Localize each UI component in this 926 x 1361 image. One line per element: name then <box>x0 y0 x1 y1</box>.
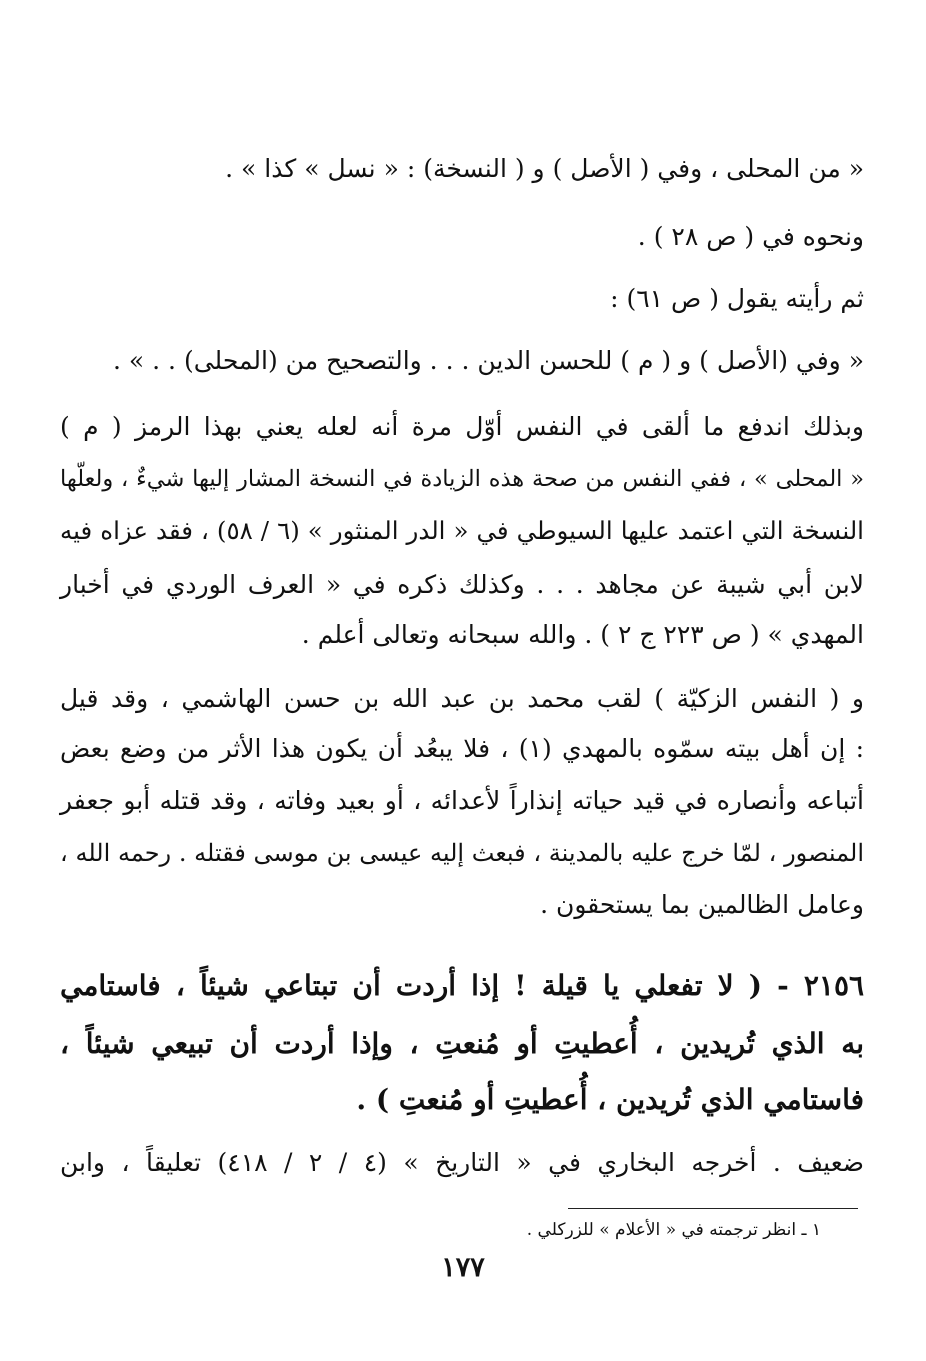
paragraph-1-line-1: وبذلك اندفع ما ألقى في النفس أوّل مرة أنه لعله يعني بهذا الرمز ( م ) <box>60 412 864 441</box>
text-line-3: ثم رأيته يقول ( ص ٦١) : <box>610 284 864 313</box>
footnote-separator <box>568 1208 858 1209</box>
paragraph-1-line-2: « المحلى » ، ففي النفس من صحة هذه الزيادة في النسخة المشار إليها شيءٌ ، ولعلّها <box>60 466 864 492</box>
text-line-2: ونحوه في ( ص ٢٨ ) . <box>637 222 864 251</box>
hadith-2156-line-3: فاستامي الذي تُريدين ، أُعطيتِ أو مُنعتِ ) . <box>356 1083 864 1116</box>
paragraph-2-line-4: المنصور ، لمّا خرج عليه بالمدينة ، فبعث إليه عيسى بن موسى فقتله . رحمه الله ، <box>60 839 864 867</box>
paragraph-1-line-5: المهدي » ( ص ٢٢٣ ج ٢ ) . والله سبحانه وتعالى أعلم . <box>301 620 864 649</box>
paragraph-1-line-4: لابن أبي شيبة عن مجاهد . . . وكذلك ذكره في « العرف الوردي في أخبار <box>60 570 864 599</box>
grading-line: ضعيف . أخرجه البخاري في « التاريخ » (٤ / ٢ / ٤١٨) تعليقاً ، وابن <box>60 1148 864 1177</box>
paragraph-2-line-1: و ( النفس الزكيّة ) لقب محمد بن عبد الله بن حسن الهاشمي ، وقد قيل <box>60 684 864 713</box>
paragraph-2-line-3: أتباعه وأنصاره في قيد حياته إنذاراً لأعدائه ، أو بعيد وفاته ، وقد قتله أبو جعفر <box>60 786 864 815</box>
footnote-1: ١ ـ انظر ترجمته في « الأعلام » للزركلي . <box>526 1220 821 1240</box>
hadith-2156-line-1: ٢١٥٦ - ( لا تفعلي يا قيلة ! إذا أردت أن تبتاعي شيئاً ، فاستامي <box>60 969 865 1002</box>
text-line-1: « من المحلى ، وفي ( الأصل ) و ( النسخة) : « نسل » كذا » . <box>225 154 864 183</box>
hadith-2156-line-2: به الذي تُريدين ، أُعطيتِ أو مُنعتِ ، وإذا أردت أن تبيعي شيئاً ، <box>60 1027 865 1060</box>
page-number: ١٧٧ <box>441 1252 485 1283</box>
text-line-4: « وفي (الأصل ) و ( م ) للحسن الدين . . . والتصحيح من (المحلى) . . » . <box>113 346 864 375</box>
paragraph-1-line-3: النسخة التي اعتمد عليها السيوطي في « الدر المنثور » (٦ / ٥٨) ، فقد عزاه فيه <box>60 516 864 545</box>
paragraph-2-line-2: : إن أهل بيته سمّوه بالمهدي (١) ، فلا يبعُد أن يكون هذا الأثر من وضع بعض <box>60 734 864 763</box>
paragraph-2-line-5: وعامل الظالمين بما يستحقون . <box>540 890 864 919</box>
